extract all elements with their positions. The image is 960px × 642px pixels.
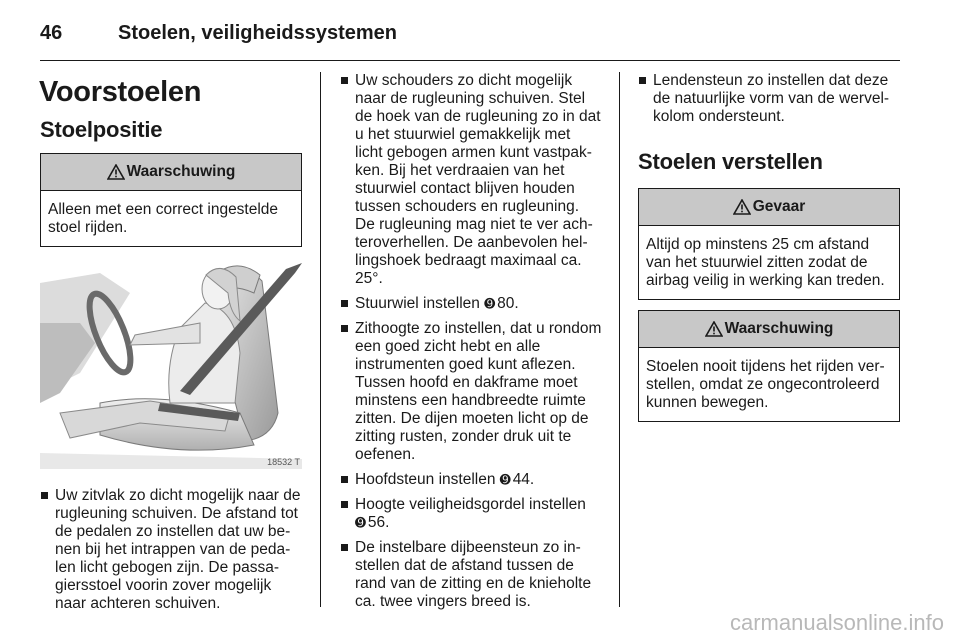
section-title-stoelen-verstellen: Stoelen verstellen [638,149,823,174]
list-item [340,295,602,313]
list-item [340,320,602,464]
list-item [340,539,602,611]
column-2 [340,72,602,618]
warning-box-text: Stoelen nooit tijdens het rijden verstellen, omdat ze ongecontroleerd kunnen bewegen. [646,358,885,411]
page-ref[interactable]: 44. [512,471,535,488]
list-item: Uw zitvlak zo dicht mogelijk naar de rugleuning schuiven. De afstand tot de pedalen zo instellen dat uw benen bij het intrappen van de pedalen licht gebogen zijn. De passagiersstoel voorin zover mogelijk naar achteren schuiven. [40,487,302,613]
danger-box [638,188,900,300]
bullet-list [340,72,602,611]
figure-code: 18532 T [267,457,300,467]
danger-box-title: Gevaar [752,198,806,215]
list-item-text: Uw schouders zo dicht mogelijk naar de rugleuning schuiven. Stel de hoek van de rugleuning zo in dat u het stuurwiel gemakkelijk met licht gebogen armen kunt vastpakken. Bij het verdraaien van het stuurwiel contact blijven houden tussen schouders en rugleuning. De rugleuning mag niet te ver achteroverhellen. De aanbevolen hellingshoek bedraagt maximaal ca. 25°. [355,72,601,287]
list-item: Lendensteun zo instellen dat deze de natuurlijke vorm van de wervelkolom ondersteunt. [638,72,900,126]
warning-triangle-icon [733,199,751,215]
list-item-text: Hoofdsteun instellen [355,471,496,488]
list-item-text: Hoogte veiligheidsgordel instellen [355,496,586,513]
page-ref-icon: ➒ [355,515,366,530]
driver-seat-drawing [40,263,302,469]
list-item [340,471,602,489]
column-divider [320,72,321,607]
danger-box-header [639,189,899,226]
list-item [340,72,602,288]
page-ref[interactable]: 80. [497,295,519,312]
page-number: 46 [40,21,63,44]
page-header [40,18,397,48]
warning-box-header [41,154,301,191]
list-item-text: Zithoogte zo instellen, dat u rondom een goed zicht hebt en alle instrumenten goed kunt aflezen. Tussen hoofd en dakframe moet minstens een handbreedte ruimte zitten. De dijen moeten licht op de zitting rusten, zonder druk uit te oefenen. [355,320,602,463]
warning-box-title: Waarschuwing [724,320,834,337]
warning-triangle-icon [107,164,125,180]
seating-position-illustration [40,263,302,469]
bullet-list [638,72,900,126]
watermark: carmanualsonline.info [729,610,944,635]
column-3 [638,72,900,432]
list-item-text: De instelbare dijbeensteun zo instellen dat de afstand tussen de rand van de zitting en de knieholte ca. twee vingers breed is. [355,539,592,610]
list-item [340,496,602,532]
column-divider [619,72,620,607]
bullet-list [40,487,302,613]
section-title-voorstoelen: Voorstoelen [39,76,202,108]
header-rule [40,60,900,61]
warning-box-title: Waarschuwing [126,163,236,180]
warning-box-header [639,311,899,348]
subsection-title-stoelpositie: Stoelpositie [40,117,163,142]
running-title: Stoelen, veiligheidssystemen [118,21,397,44]
warning-box [40,153,302,247]
danger-box-text: Altijd op minstens 25 cm afstand van het stuurwiel zitten zodat de airbag veilig in werking kan treden. [646,236,885,289]
page-ref-icon: ➒ [484,296,496,311]
column-1 [40,72,302,620]
warning-triangle-icon [705,321,723,337]
list-item-text: Stuurwiel instellen [355,295,480,312]
page-ref[interactable]: 56. [367,514,390,531]
page-ref-icon: ➒ [499,472,511,487]
warning-box [638,310,900,422]
warning-box-text: Alleen met een correct ingestelde stoel rijden. [48,201,279,236]
